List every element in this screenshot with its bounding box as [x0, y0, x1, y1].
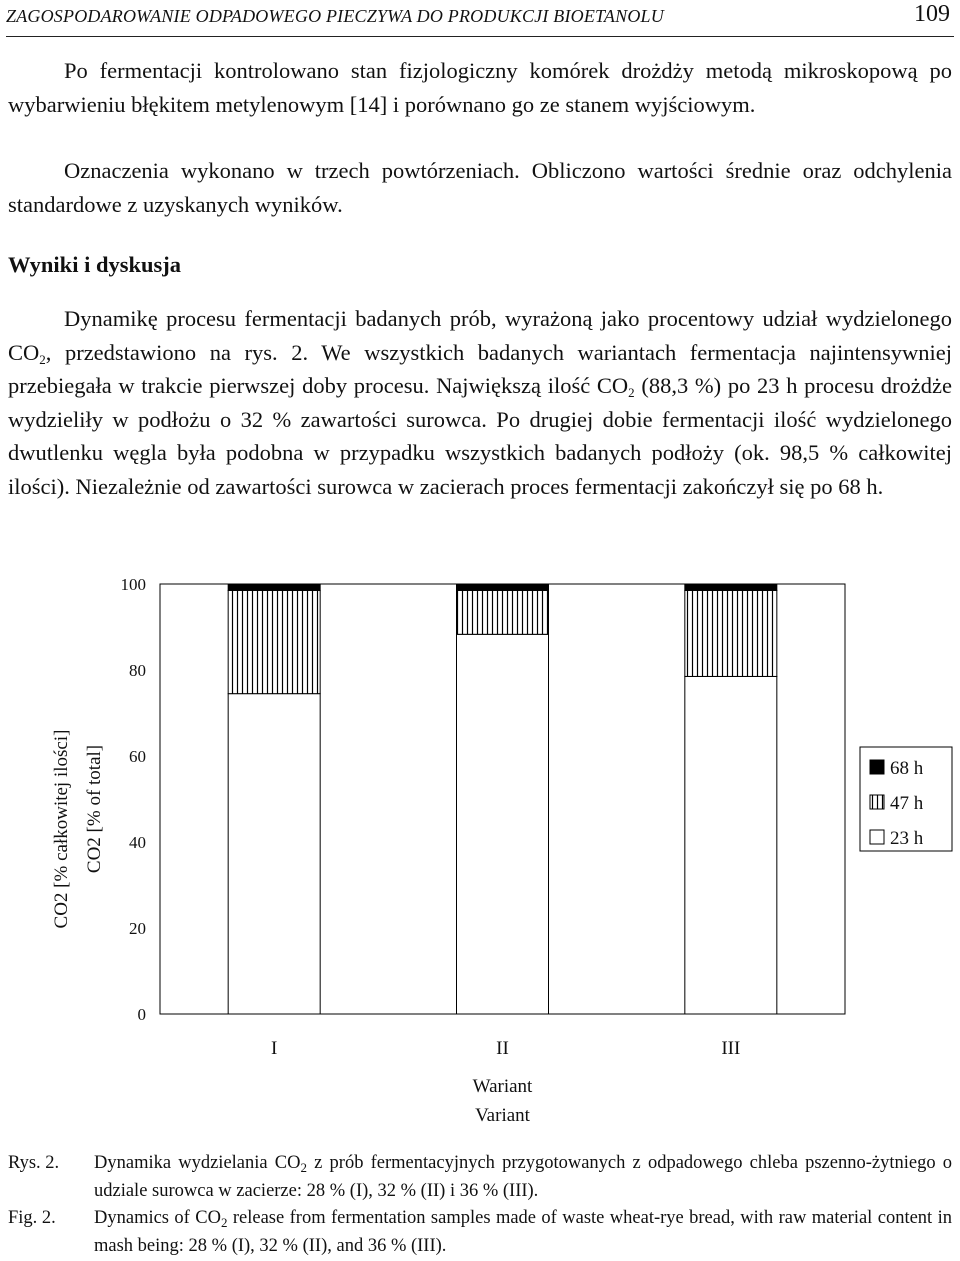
results-text-a: Dynamikę procesu fermentacji badanych prób, wyrażoną jako procentowy udział wydzielonego CO	[8, 306, 952, 365]
chart-legend	[860, 747, 952, 851]
legend-label-23h: 23 h	[890, 828, 924, 849]
stacked-bar-chart	[0, 560, 960, 1140]
bar-III-68h	[685, 584, 777, 590]
y-tick-label-5: 100	[120, 575, 146, 594]
legend-swatch-68h	[870, 760, 884, 774]
results-text-b: , przedstawiono na rys. 2. We wszystkich badanych wariantach fermentacja najintensywniej przebiegała w trakcie pierwszej doby procesu. Największą ilość CO	[8, 339, 952, 398]
plot-area	[51, 575, 845, 1126]
x-category-label-0: I	[271, 1038, 278, 1059]
legend-label-47h: 47 h	[890, 793, 924, 814]
bar-II-47h	[457, 590, 549, 634]
bar-III-47h	[685, 590, 777, 676]
caption-text-en	[94, 1204, 952, 1260]
y-tick-label-3: 60	[129, 747, 146, 766]
caption-pl-a: Dynamika wydzielania CO	[94, 1153, 301, 1173]
caption-text-pl	[94, 1149, 952, 1205]
running-title: ZAGOSPODAROWANIE ODPADOWEGO PIECZYWA DO PRODUKCJI BIOETANOLU	[6, 6, 664, 26]
x-axis-label-en: Variant	[475, 1105, 530, 1126]
caption-pl-b: z prób fermentacyjnych przygotowanych z odpadowego chleba pszenno-żytniego o udziale surowca w zacierze: 28 % (I), 32 % (II) i 36 % (III).	[94, 1153, 952, 1201]
y-tick-label-2: 40	[129, 833, 146, 852]
bar-I-47h	[228, 590, 320, 693]
y-axis-label-pl: CO2 [% całkowitej ilości]	[51, 729, 72, 929]
caption-en-sub: 2	[220, 1215, 228, 1230]
page-number: 109	[914, 1, 950, 27]
page-header	[6, 0, 954, 37]
x-axis-label-pl: Wariant	[472, 1076, 533, 1097]
results-sub-2: 2	[628, 385, 635, 400]
bar-II-68h	[457, 584, 549, 590]
legend-swatch-47h	[870, 795, 884, 809]
bar-III-23h	[685, 676, 777, 1014]
y-tick-label-0: 0	[137, 1005, 146, 1024]
bar-II-23h	[457, 634, 549, 1014]
bar-I-23h	[228, 694, 320, 1014]
legend-label-68h: 68 h	[890, 758, 924, 779]
y-tick-label-4: 80	[129, 661, 146, 680]
section-heading: Wyniki i dyskusja	[8, 252, 181, 277]
x-category-label-1: II	[496, 1038, 509, 1059]
bar-I-68h	[228, 584, 320, 590]
paragraph-replicates: Oznaczenia wykonano w trzech powtórzeniach. Obliczono wartości średnie oraz odchylenia standardowe z uzyskanych wyników.	[8, 158, 952, 217]
caption-en-b: release from fermentation samples made of waste wheat-rye bread, with raw material content in mash being: 28 % (I), 32 % (II), and 36 % (III).	[94, 1208, 952, 1256]
legend-swatch-23h	[870, 830, 884, 844]
paragraph-results	[8, 302, 952, 503]
caption-label-en: Fig. 2.	[8, 1208, 56, 1228]
y-axis-label-en: CO2 [% of total]	[84, 744, 105, 874]
caption-label-pl: Rys. 2.	[8, 1153, 60, 1173]
caption-pl-sub: 2	[300, 1160, 307, 1175]
results-sub-1: 2	[39, 351, 46, 367]
results-text-c: (88,3 %) po 23 h procesu drożdże wydzieliły w podłożu o 32 % zawartości surowca. Po drugiej dobie fermentacji ilość wydzielonego dwutlenku węgla była podobna w przypadku wszystkich badanych podłoży (ok. 98,5 % całkowitej ilości). Niezależnie od zawartości surowca w zacierach proces fermentacji zakończył się po 68 h.	[8, 373, 952, 499]
paragraph-methods: Po fermentacji kontrolowano stan fizjologiczny komórek drożdży metodą mikroskopową po wybarwieniu błękitem metylenowym [14] i porównano go ze stanem wyjściowym.	[8, 58, 952, 117]
y-tick-label-1: 20	[129, 919, 146, 938]
x-category-label-2: III	[721, 1038, 741, 1059]
caption-en-a: Dynamics of CO	[94, 1208, 221, 1228]
